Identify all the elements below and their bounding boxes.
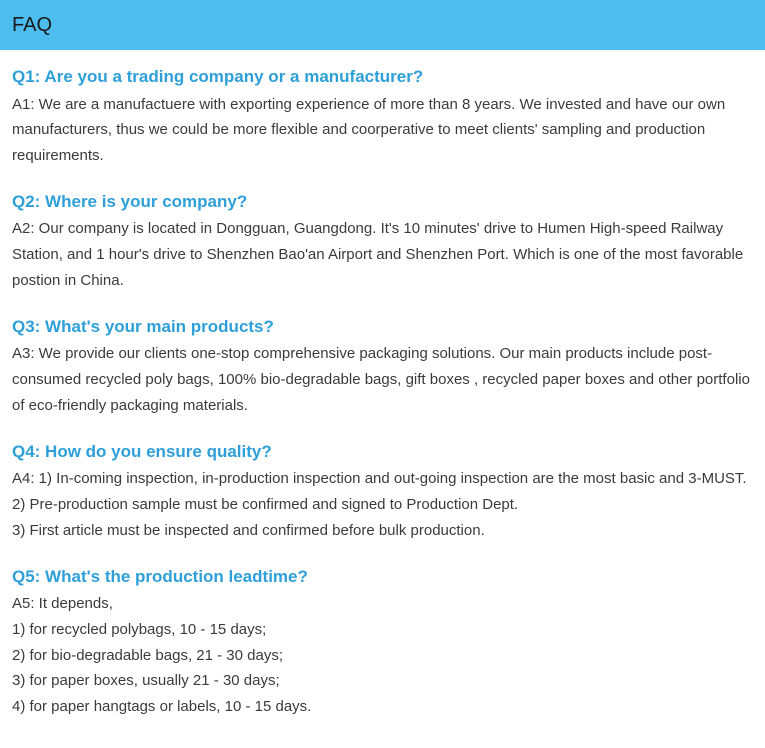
faq-answer	[12, 216, 753, 293]
faq-answer-line: 1) for recycled polybags, 10 - 15 days;	[12, 620, 267, 638]
faq-answer-line: 2) Pre-production sample must be confirmed and signed to Production Dept.	[12, 495, 519, 513]
faq-answer-line: A5: It depends,	[12, 595, 113, 613]
faq-answer-line: 3) First article must be inspected and confirmed before bulk production.	[12, 521, 485, 539]
faq-answer-line: A1: We are a manufactuere with exporting experience of more than 8 years. We invested and have our own manufacturers, thus we could be more flexible and coorperative to meet clients' sampling and production requirements.	[12, 95, 726, 165]
faq-answer-line: A3: We provide our clients one-stop comprehensive packaging solutions. Our main products include post-consumed recycled poly bags, 100% bio-degradable bags, gift boxes , recycled paper boxes and other portfolio of eco-friendly packaging materials.	[12, 345, 750, 414]
faq-list	[0, 50, 765, 720]
faq-answer-line: A4: 1) In-coming inspection, in-production inspection and out-going inspection are the most basic and 3-MUST.	[12, 470, 747, 488]
faq-answer	[12, 668, 753, 694]
faq-item	[12, 64, 753, 169]
faq-question: Q2: Where is your company?	[12, 191, 248, 211]
faq-answer	[12, 617, 753, 643]
faq-answer	[12, 341, 753, 418]
faq-answer	[12, 643, 753, 669]
faq-answer-line: 3) for paper boxes, usually 21 - 30 days;	[12, 672, 280, 690]
faq-question: Q1: Are you a trading company or a manufacturer?	[12, 67, 424, 86]
faq-item	[12, 314, 753, 419]
faq-answer	[12, 466, 753, 492]
faq-answer	[12, 92, 753, 169]
faq-question: Q5: What's the production leadtime?	[12, 566, 308, 586]
faq-answer	[12, 591, 753, 617]
faq-item	[12, 439, 753, 544]
faq-answer	[12, 518, 753, 544]
faq-question: Q3: What's your main products?	[12, 316, 274, 336]
page-title: FAQ	[12, 14, 53, 36]
faq-answer-line: 4) for paper hangtags or labels, 10 - 15 days.	[12, 698, 312, 716]
faq-answer	[12, 694, 753, 720]
faq-answer-line: 2) for bio-degradable bags, 21 - 30 days;	[12, 646, 284, 664]
faq-answer	[12, 492, 753, 518]
faq-item	[12, 189, 753, 294]
faq-answer-line: A2: Our company is located in Dongguan, Guangdong. It's 10 minutes' drive to Humen High-speed Railway Station, and 1 hour's drive to Shenzhen Bao'an Airport and Shenzhen Port. Which is one of the most favorable postion in China.	[12, 220, 744, 289]
faq-header	[0, 0, 765, 50]
faq-question: Q4: How do you ensure quality?	[12, 441, 272, 461]
faq-item	[12, 564, 753, 720]
